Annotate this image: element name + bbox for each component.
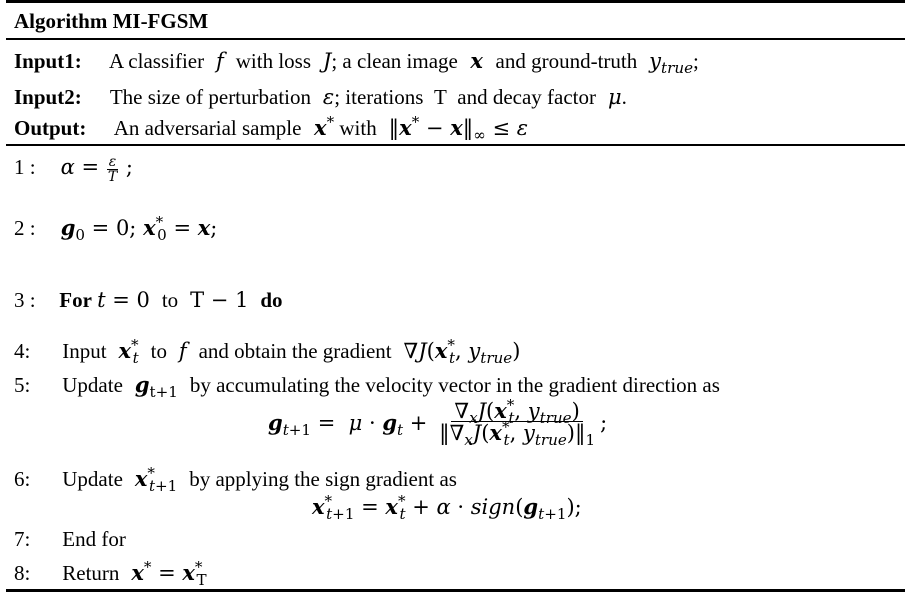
step-7 [14,526,126,552]
bottom-rule [6,589,905,592]
input1-line: Input1: A classifier f with loss J; a clean image x and ground-truth $y_{true}$; [14,48,699,78]
step-3-do: do [260,288,283,312]
input2-line: Input2: The size of perturbation ε; iterations T and decay factor μ. [14,85,627,109]
step-5-b: by accumulating the velocity vector in the gradient direction as [189,373,720,397]
step-6-b: by applying the sign gradient as [189,467,457,491]
step-4: 4: Input $x^*_t$ to f and obtain the gradient $\nabla J(x^*_t$, $y_{true}$) [14,336,521,368]
input1-text-d: and ground-truth [495,49,638,73]
input1-text-a: A classifier [109,49,205,73]
step-4-c: and obtain the gradient [198,339,392,363]
step-3-number: 3 : [14,288,36,312]
step-6: 6: Update $x^*_{t+1}$ by applying the sign gradient as [14,464,457,496]
step-7-number: 7: [14,527,31,551]
step-3: 3 : For t = 0 to T − 1 do [14,288,283,312]
step-8-text: Return [62,561,120,585]
step-2: 2 : $g_0 = 0$; $x^*_0 = x$; [14,213,218,245]
input2-text-b: ; iterations [334,85,424,109]
step-7-text: End for [62,527,126,551]
input1-text-b: with loss [235,49,311,73]
step-3-for: For [59,288,92,312]
step-8: 8: Return $x^* = x^*_T$ [14,558,207,590]
step-5-number: 5: [14,373,31,397]
step-5: 5: Update $g_{t+1}$ by accumulating the velocity vector in the gradient direction as [14,372,720,402]
input1-label: Input1: [14,49,82,73]
output-text: An adversarial sample [113,116,302,140]
input1-text-c: ; a clean image [331,49,458,73]
output-text-b: with [339,116,377,140]
title-rule [6,38,905,40]
output-label: Output: [14,116,87,140]
step-5-equation: $g_{t+1} = \mu \cdot g_t$ + $\frac{\nabla_xJ(x^*_t, y_{true})}{‖\nabla_xJ(x^*_t, y_{true})‖_1}$ ; [268,396,608,450]
step-4-b: to [150,339,167,363]
input2-label: Input2: [14,85,82,109]
step-6-equation: $x^*_{t+1} = x^*_t + \alpha$ · $sign(g_{t+1})$; [312,492,582,524]
top-rule [6,0,905,3]
output-line: Output: An adversarial sample x* with ‖x* − $x‖_\infty \le \varepsilon$ [14,113,529,145]
step-8-number: 8: [14,561,31,585]
step-4-number: 4: [14,339,31,363]
step-2-number: 2 : [14,216,36,240]
io-rule [6,144,905,146]
step-5-a: Update [62,373,123,397]
algorithm-title: Algorithm MI-FGSM [14,9,209,33]
input2-text-c: and decay factor [457,85,597,109]
step-6-number: 6: [14,467,31,491]
step-4-a: Input [62,339,107,363]
step-1: 1 : α = $\frac{\varepsilon}{T}$ ; [14,153,133,185]
step-1-number: 1 : [14,155,36,179]
input2-text-a: The size of perturbation [109,85,311,109]
step-3-to: to [161,288,179,312]
step-6-a: Update [62,467,123,491]
